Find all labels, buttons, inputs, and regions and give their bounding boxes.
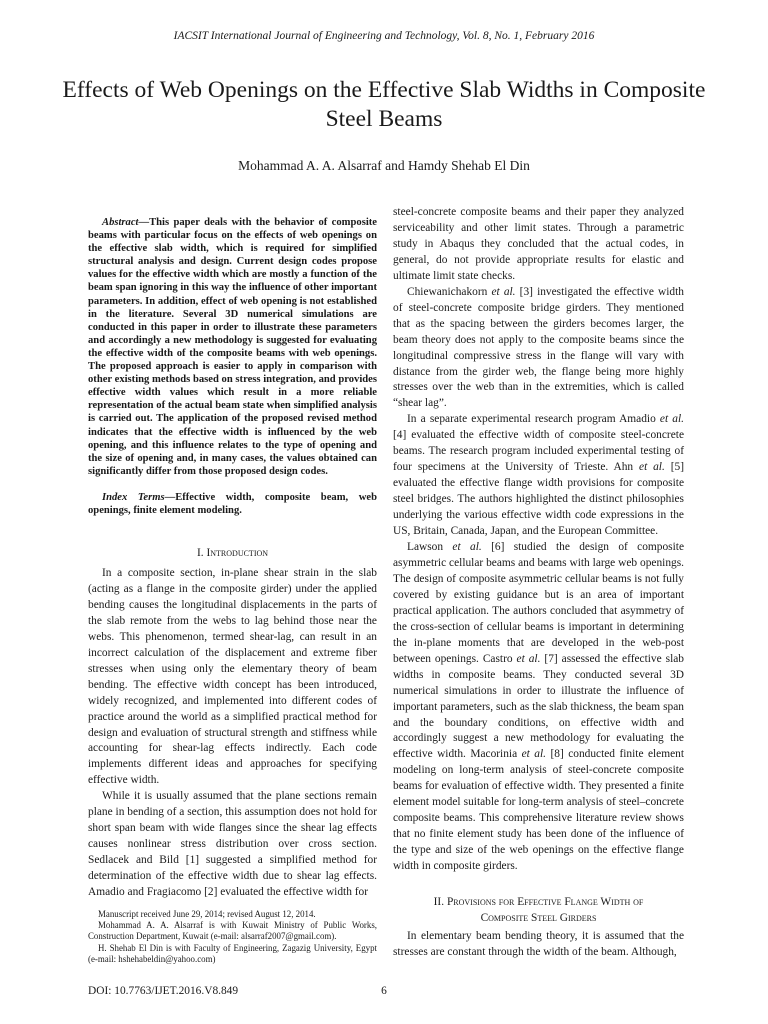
paragraph: In a separate experimental research program Amadio et al. [4] evaluated the effective width of composite steel-concrete beams. The research program included experimental testing of four specimens at the University of Trieste. Ahn et al. [5] evaluated the effective flange width provisions for composite steel bridges. The authors highlighted the distinct philosophies underlying the various effective width code expressions in the US, Britain, Canada, Japan, and the European Committee.: [393, 413, 684, 538]
abstract-label: Abstract: [102, 217, 139, 228]
section-title-line: Provisions for Effective Flange Width of: [446, 896, 644, 908]
paragraph: In a composite section, in-plane shear strain in the slab (acting as a flange in the composite girder) under the applied bending causes the longitudinal displacements in the parts of the slab remote from the webs to lag behind those near the webs. This phenomenon, termed shear-lag, can result in an incorrect calculation of the displacement and extreme fiber stresses when using only the elementary theory of beam bending. The effective width concept has been introduced, widely recognized, and implemented into different codes of practice around the world as a simplified practical method for design and evaluation of structural strength and stiffness while accounting for shear-lag effects indirectly. Each code implements different ideas and approaches for specifying effective width.: [88, 567, 377, 787]
footnote-line: Mohammad A. A. Alsarraf is with Kuwait Ministry of Public Works, Construction Department, Kuwait (e-mail: alsarraf2007@gmail.com).: [88, 920, 377, 942]
paragraph: steel-concrete composite beams and their paper they analyzed serviceability and other limit states. Through a parametric study in Abaqus they concluded that the actual codes, in general, do not provide appropriate results for elastic and ultimate limit state checks.: [393, 206, 684, 282]
section-title: Introduction: [206, 547, 269, 559]
paragraph: In elementary beam bending theory, it is assumed that the stresses are constant through the width of the beam. Although,: [393, 930, 684, 958]
footnote: [88, 909, 377, 965]
paragraph: While it is usually assumed that the plane sections remain plane in bending of a section, this assumption does not hold for short span beam with wide flanges since the shear lag effects causes nonlinear stress distribution over cross section. Sedlacek and Bild [1] suggested a simplified method for determination of the effective width due to shear lag effects. Amadio and Fragiacomo [2] evaluated the effective width for: [88, 790, 377, 899]
index-terms-label: Index Terms: [102, 492, 165, 503]
introduction-body: [88, 566, 377, 901]
section-title-line: Composite Steel Girders: [480, 912, 597, 924]
section-heading-introduction: [88, 545, 377, 561]
abstract-text: This paper deals with the behavior of composite beams with particular focus on the effects of web openings on the effective slab width, which is required for simplified structural analysis and design. Current design codes propose values for the effective width which are mostly a function of the beam span ignoring in this way the influence of other important parameters. In addition, effect of web opening is not established in the literature. Several 3D numerical simulations are conducted in this paper in order to illustrate these parameters and accordingly a new methodology is suggested for evaluating the effective width of the composite beams with web openings. The proposed approach is easier to apply in comparison with other existing methods based on stress integration, and provides effective width values which result in a more reliable representation of the actual beam state when simplified analysis is carried out. The application of the proposed revised method indicates that the effective width is influenced by the web opening, and this influence relates to the type of opening and the size of opening and, in many cases, the values obtained can significantly differ from those proposed design codes.: [88, 217, 377, 477]
paper-authors: Mohammad A. A. Alsarraf and Hamdy Shehab El Din: [238, 158, 530, 173]
footnote-line: Manuscript received June 29, 2014; revised August 12, 2014.: [98, 909, 316, 919]
paper-title: Effects of Web Openings on the Effective Slab Widths in Composite Steel Beams: [62, 77, 706, 132]
footnote-line: H. Shehab El Din is with Faculty of Engineering, Zagazig University, Egypt (e-mail: hshehabeldin@yahoo.com): [88, 942, 377, 964]
section-heading-provisions: [393, 894, 684, 926]
abstract: [88, 216, 377, 478]
section-number: I.: [196, 547, 204, 559]
index-terms-text: Effective width, composite beam, web openings, finite element modeling.: [88, 492, 377, 517]
doi: DOI: 10.7763/IJET.2016.V8.849: [88, 985, 239, 997]
abstract-dash: —: [138, 217, 150, 228]
journal-header: IACSIT International Journal of Engineering and Technology, Vol. 8, No. 1, February 2016: [173, 30, 595, 42]
page-number: 6: [381, 985, 387, 997]
index-terms-dash: —: [164, 492, 176, 503]
index-terms: [88, 491, 377, 517]
paragraph: Chiewanichakorn et al. [3] investigated the effective width of steel-concrete composite bridge girders. They mentioned that as the spacing between the girders becomes larger, the beam theory does not apply to the composite beams since the longitudinal compressive stress in the flange will vary with distance from the girder web, the flange being more highly stresses over the web than in the extremities, which is called “shear lag”.: [393, 285, 684, 410]
right-column-body: [393, 205, 684, 875]
section-number: II.: [433, 896, 445, 908]
paragraph: Lawson et al. [6] studied the design of composite asymmetric cellular beams and beams with large web openings. The design of composite asymmetric cellular beams is not fully covered by existing guidance but is an area of important practical application. The authors concluded that asymmetry of the cross-section of cellular beams is important in determining the in-plane moments that are developed in the web-post between openings. Castro et al. [7] assessed the effective slab widths in composite beams. They conducted several 3D numerical simulations in order to illustrate the influence of important parameters, such as the slab thickness, the beam span and the boundary conditions, on effective width and accordingly suggest a new methodology for evaluating the effective width. Macorinia et al. [8] conducted finite element modeling on long-term analysis of steel-concrete composite beams for evaluation of effective width. They presented a finite element model suitable for long-term analysis of steel–concrete composite beams. This comprehensive literature review shows that no finite element study has been done of the influence of the type and size of the web openings on the effective flange width in composite girders.: [393, 541, 685, 873]
section2-body: [393, 929, 684, 961]
